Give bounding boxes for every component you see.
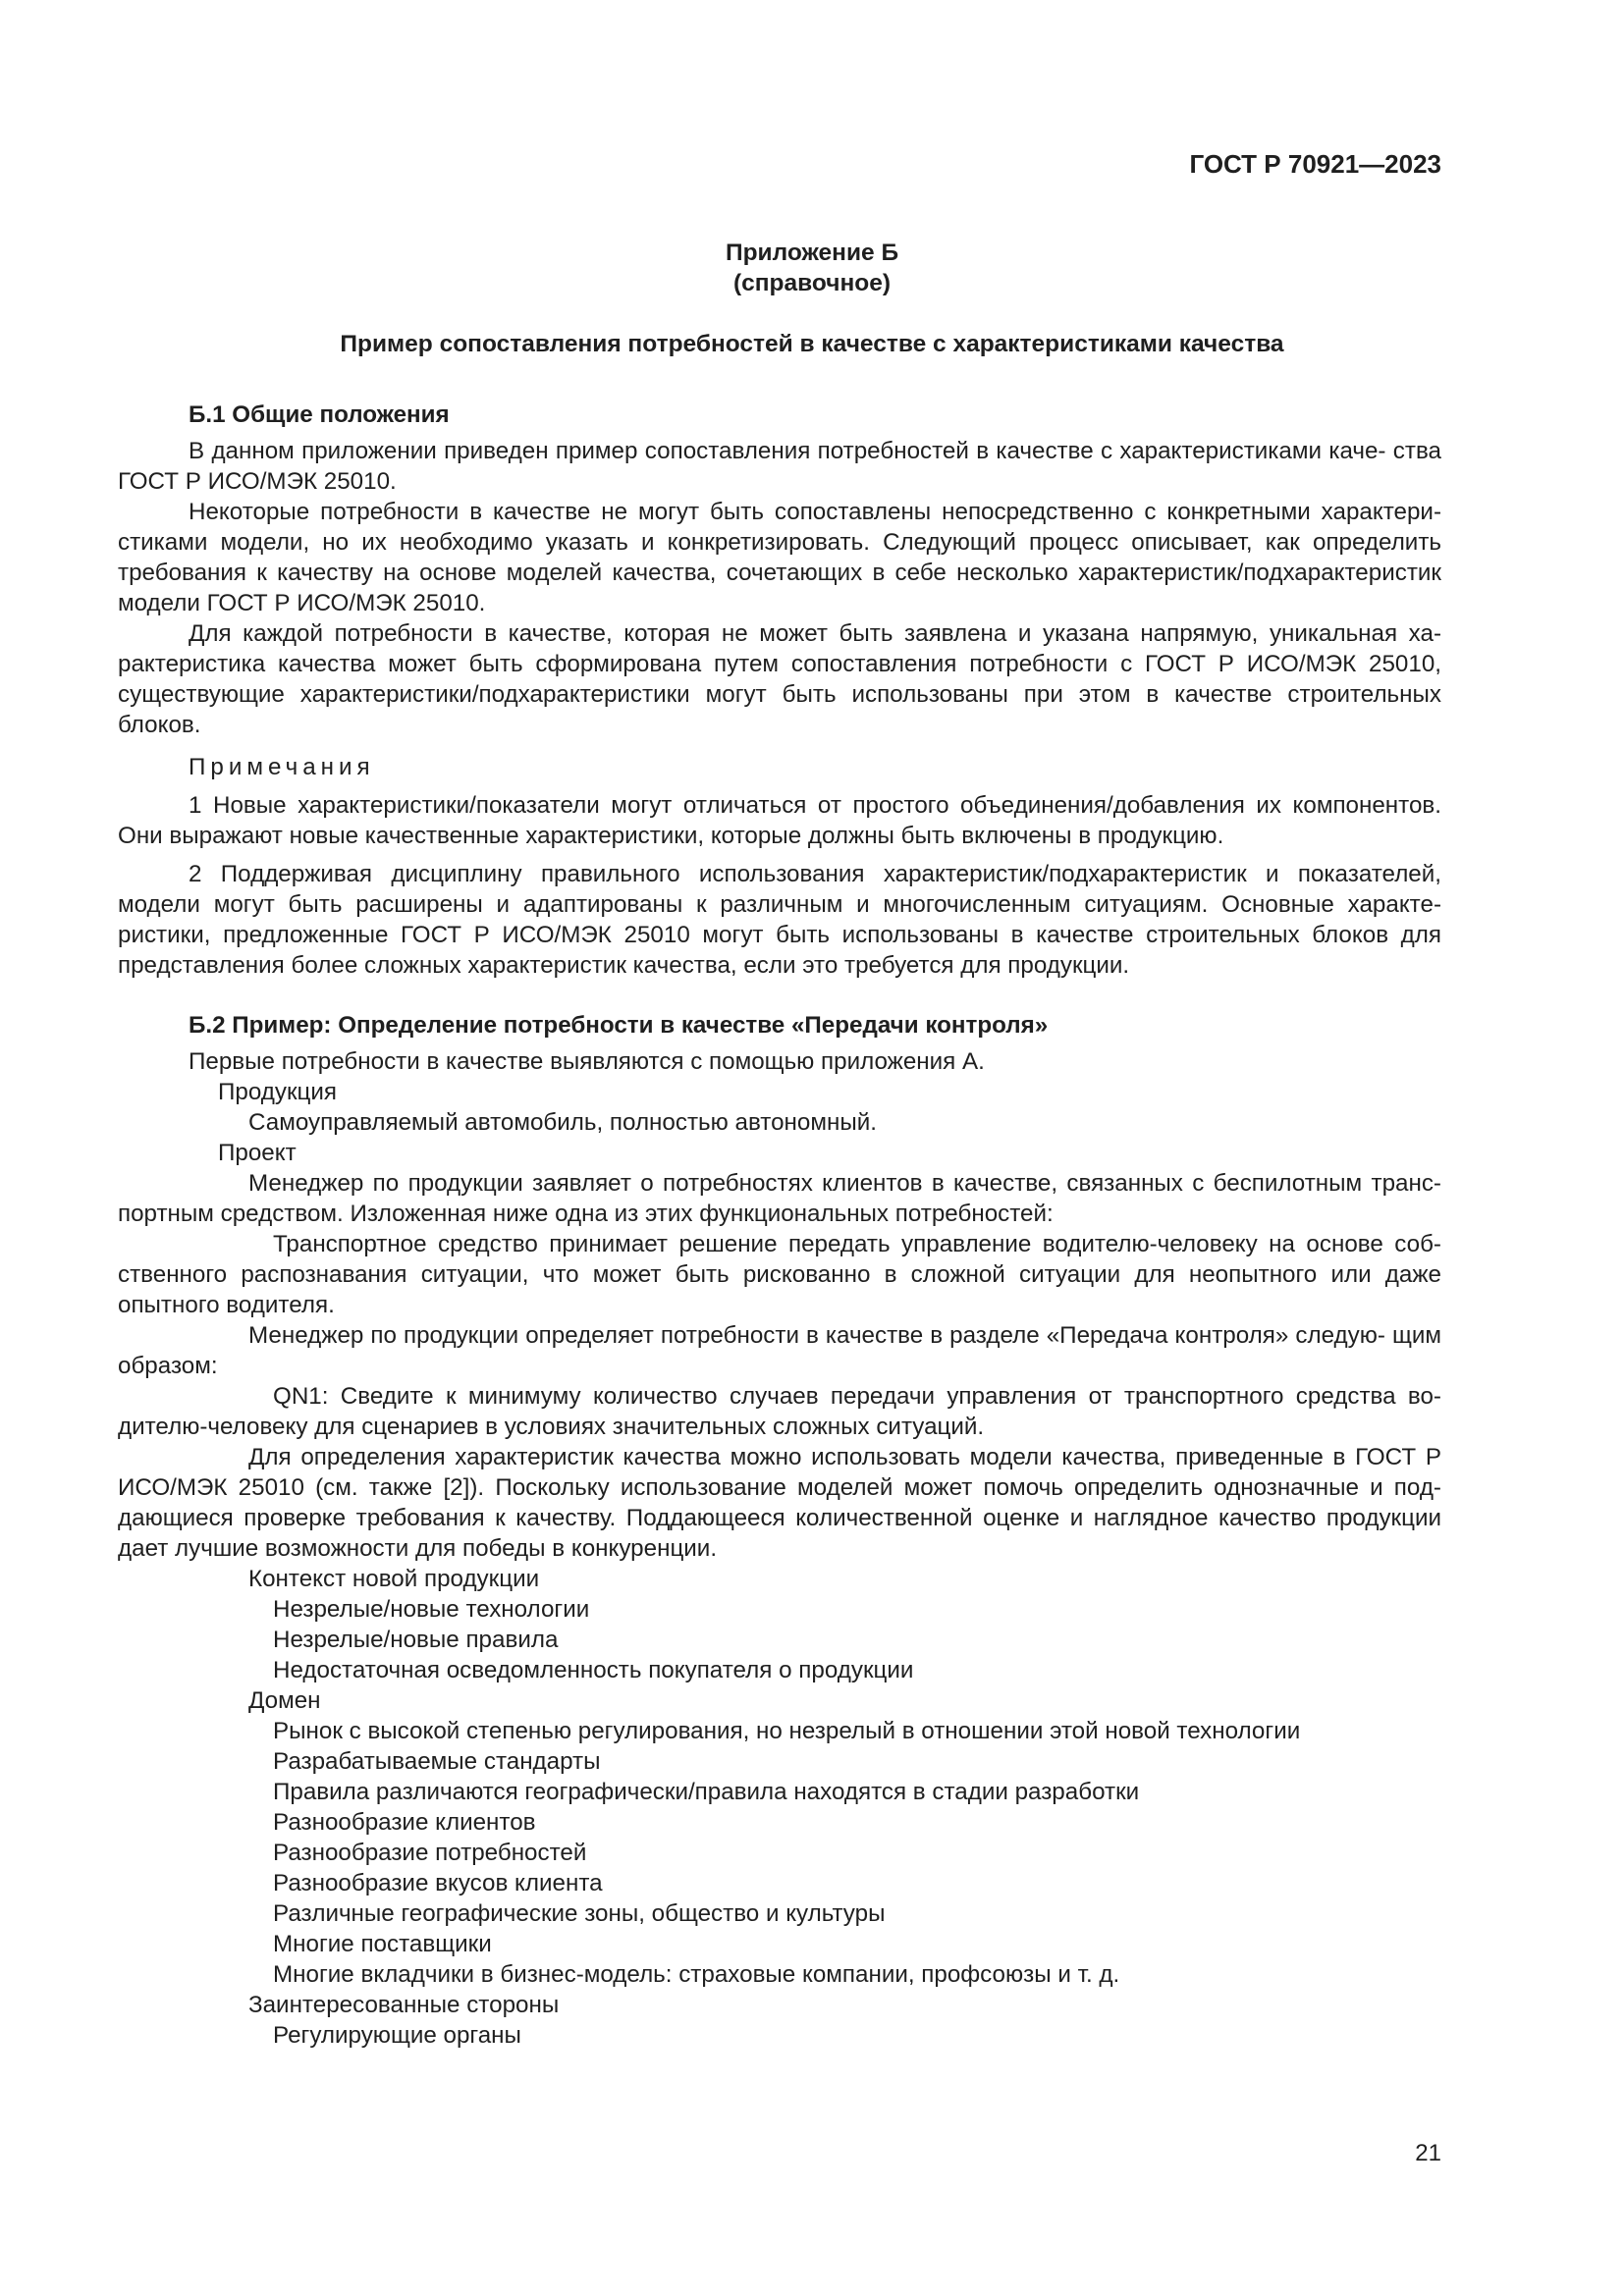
list-item: Разнообразие клиентов [273,1809,536,1836]
section-heading-b2: Б.2 Пример: Определение потребности в качестве «Передачи контроля» [189,1012,1049,1039]
qn1-paragraph: QN1: Сведите к минимуму количество случаев передачи управления от транспортного средства во- дителю-человеку для сценариев в условиях значительных сложных ситуаций. [118,1383,1441,1440]
paragraph: Менеджер по продукции определяет потребности в качестве в разделе «Передача контроля» следую- щим образом: [118,1322,1441,1379]
standard-code: ГОСТ Р 70921—2023 [1189,149,1441,179]
list-item: Регулирующие органы [273,2022,521,2049]
stakeholders-label: Заинтересованные стороны [248,1992,560,2018]
page-number: 21 [1415,2140,1441,2166]
project-label: Проект [218,1140,297,1166]
list-item: Разрабатываемые стандарты [273,1748,601,1775]
paragraph: В данном приложении приведен пример сопоставления потребностей в качестве с характеристиками каче- ства ГОСТ Р ИСО/МЭК 25010. [118,438,1441,495]
paragraph: Менеджер по продукции заявляет о потребностях клиентов в качестве, связанных с беспилотным транс- портным средством. Изложенная ниже одна из этих функциональных потребностей: [118,1170,1441,1227]
list-item: Незрелые/новые правила [273,1627,559,1653]
list-item: Различные географические зоны, общество и культуры [273,1900,886,1927]
list-item: Незрелые/новые технологии [273,1596,590,1623]
note-1: 1 Новые характеристики/показатели могут отличаться от простого объединения/добавления их компонентов. Они выражают новые качественные характеристики, которые должны быть включены в продукцию. [118,792,1441,849]
document-body [118,400,1441,2051]
paragraph: Для каждой потребности в качестве, которая не может быть заявлена и указана напрямую, уникальная ха- рактеристика качества может быть сформирована путем сопоставления потребности с ГОСТ Р ИСО/МЭК 25010, существующие характеристики/подхарактеристики могут быть использованы при этом в качестве строительных блоков. [118,620,1441,738]
list-item: Правила различаются географически/правила находятся в стадии разработки [273,1779,1140,1805]
list-item: Разнообразие потребностей [273,1840,587,1866]
list-item: Многие вкладчики в бизнес-модель: страховые компании, профсоюзы и т. д. [273,1961,1120,1988]
context-list [118,1594,1441,1685]
list-item: Рынок с высокой степенью регулирования, но незрелый в отношении этой новой технологии [273,1718,1301,1744]
domain-list [118,1716,1441,1990]
list-item: Недостаточная осведомленность покупателя о продукции [273,1657,914,1683]
appendix-kind: (справочное) [732,270,892,296]
paragraph: Некоторые потребности в качестве не могут быть сопоставлены непосредственно с конкретными характери- стиками модели, но их необходимо указать и конкретизировать. Следующий процесс описывает, как определить требования к качеству на основе моделей качества, сочетающих в себе несколько характеристик/подхарактеристик модели ГОСТ Р ИСО/МЭК 25010. [118,499,1441,616]
list-item: Многие поставщики [273,1931,492,1957]
stakeholders-list [118,2020,1441,2051]
appendix-heading: Пример сопоставления потребностей в качестве с характеристиками качества [340,331,1284,357]
product-label: Продукция [218,1079,338,1105]
note-2: 2 Поддерживая дисциплину правильного использования характеристик/подхарактеристик и показателей, модели могут быть расширены и адаптированы к различным и многочисленным ситуациям. Основные характе- ристики, предложенные ГОСТ Р ИСО/МЭК 25010 могут быть использованы в качестве строительных блоков для представления более сложных характеристик качества, если это требуется для продукции. [118,861,1441,979]
paragraph: Транспортное средство принимает решение передать управление водителю-человеку на основе соб- ственного распознавания ситуации, что может быть рискованно в сложной ситуации для неопытного или даже опытного водителя. [118,1231,1441,1318]
context-label: Контекст новой продукции [248,1566,540,1592]
appendix-title: Приложение Б [725,240,899,266]
section-heading-b1: Б.1 Общие положения [189,401,450,428]
paragraph: Для определения характеристик качества можно использовать модели качества, приведенные в ГОСТ Р ИСО/МЭК 25010 (см. также [2]). Поскольку использование моделей может помочь определить однозначные и под- дающиеся проверке требования к качеству. Поддающееся количественной оценке и наглядное качество продукции дает лучшие возможности для победы в конкуренции. [118,1444,1441,1562]
list-item: Разнообразие вкусов клиента [273,1870,603,1896]
domain-label: Домен [248,1687,321,1714]
paragraph: Первые потребности в качестве выявляются с помощью приложения А. [189,1048,985,1075]
product-value: Самоуправляемый автомобиль, полностью автономный. [248,1109,877,1136]
notes-label: Примечания [189,754,375,780]
